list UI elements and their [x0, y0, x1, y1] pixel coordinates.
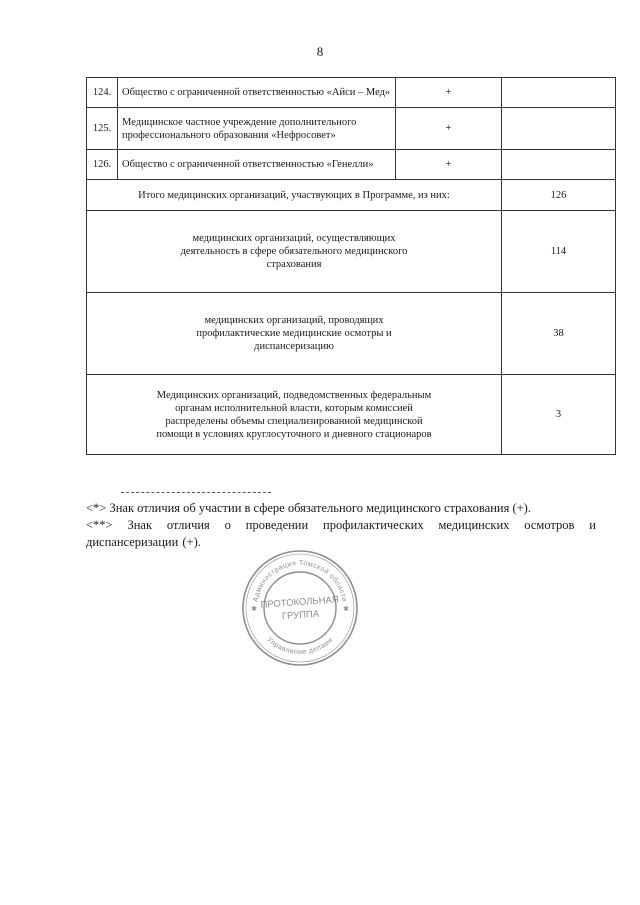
footnote-checkups: <**> Знак отличия о проведении профилактических медицинских осмотров и диспансеризации (+). [86, 518, 596, 549]
oms-mark: + [396, 150, 502, 180]
row-number: 125. [87, 108, 118, 150]
checkup-mark [502, 108, 616, 150]
summary-label-text: медицинских организаций, осуществляющих деятельность в сфере обязательного медицинского страхования [180, 233, 408, 270]
stamp-outer-bottom: Управление делами [265, 636, 335, 657]
table-row [87, 108, 616, 150]
star-icon: ✱ [251, 606, 257, 613]
summary-label [87, 293, 502, 375]
stamp-line-2: ГРУППА [281, 608, 320, 623]
organization-name: Медицинское частное учреждение дополнительного профессионального образования «Нефросовет» [118, 108, 396, 150]
footnote-oms: <*> Знак отличия об участии в сфере обязательного медицинского страхования (+). [86, 501, 531, 515]
stamp-line-1: ПРОТОКОЛЬНАЯ [260, 594, 340, 611]
summary-label-text: Медицинских организаций, подведомственных федеральным органам исполнительной власти, которым комиссией распределены объемы специализированной медицинской помощи в условиях круглосуточного и дневного стационаров [156, 389, 432, 440]
summary-row [87, 180, 616, 211]
organization-name: Общество с ограниченной ответственностью «Генелли» [118, 150, 396, 180]
table-row [87, 78, 616, 108]
checkup-mark [502, 150, 616, 180]
summary-value: 114 [502, 211, 616, 293]
oms-mark: + [396, 108, 502, 150]
summary-label [87, 375, 502, 455]
row-number: 126. [87, 150, 118, 180]
protocol-group-stamp [240, 548, 360, 668]
star-icon: ✱ [343, 606, 349, 613]
summary-label: Итого медицинских организаций, участвующих в Программе, из них: [87, 180, 502, 211]
summary-row [87, 375, 616, 455]
table-row [87, 150, 616, 180]
oms-mark: + [396, 78, 502, 108]
summary-label [87, 211, 502, 293]
row-number: 124. [87, 78, 118, 108]
stamp-outer-top: Администрация Томской области [252, 559, 348, 603]
summary-value: 38 [502, 293, 616, 375]
footnotes [86, 492, 596, 551]
summary-row [87, 293, 616, 375]
footnote-separator [121, 492, 271, 493]
svg-text:Управление делами [265, 636, 334, 656]
summary-row [87, 211, 616, 293]
summary-value: 3 [502, 375, 616, 455]
summary-value: 126 [502, 180, 616, 211]
page-number: 8 [316, 44, 324, 59]
organization-name: Общество с ограниченной ответственностью «Айси – Мед» [118, 78, 396, 108]
organizations-table [86, 77, 616, 455]
summary-label-text: медицинских организаций, проводящих профилактические медицинские осмотры и диспансеризацию [196, 315, 392, 352]
checkup-mark [502, 78, 616, 108]
